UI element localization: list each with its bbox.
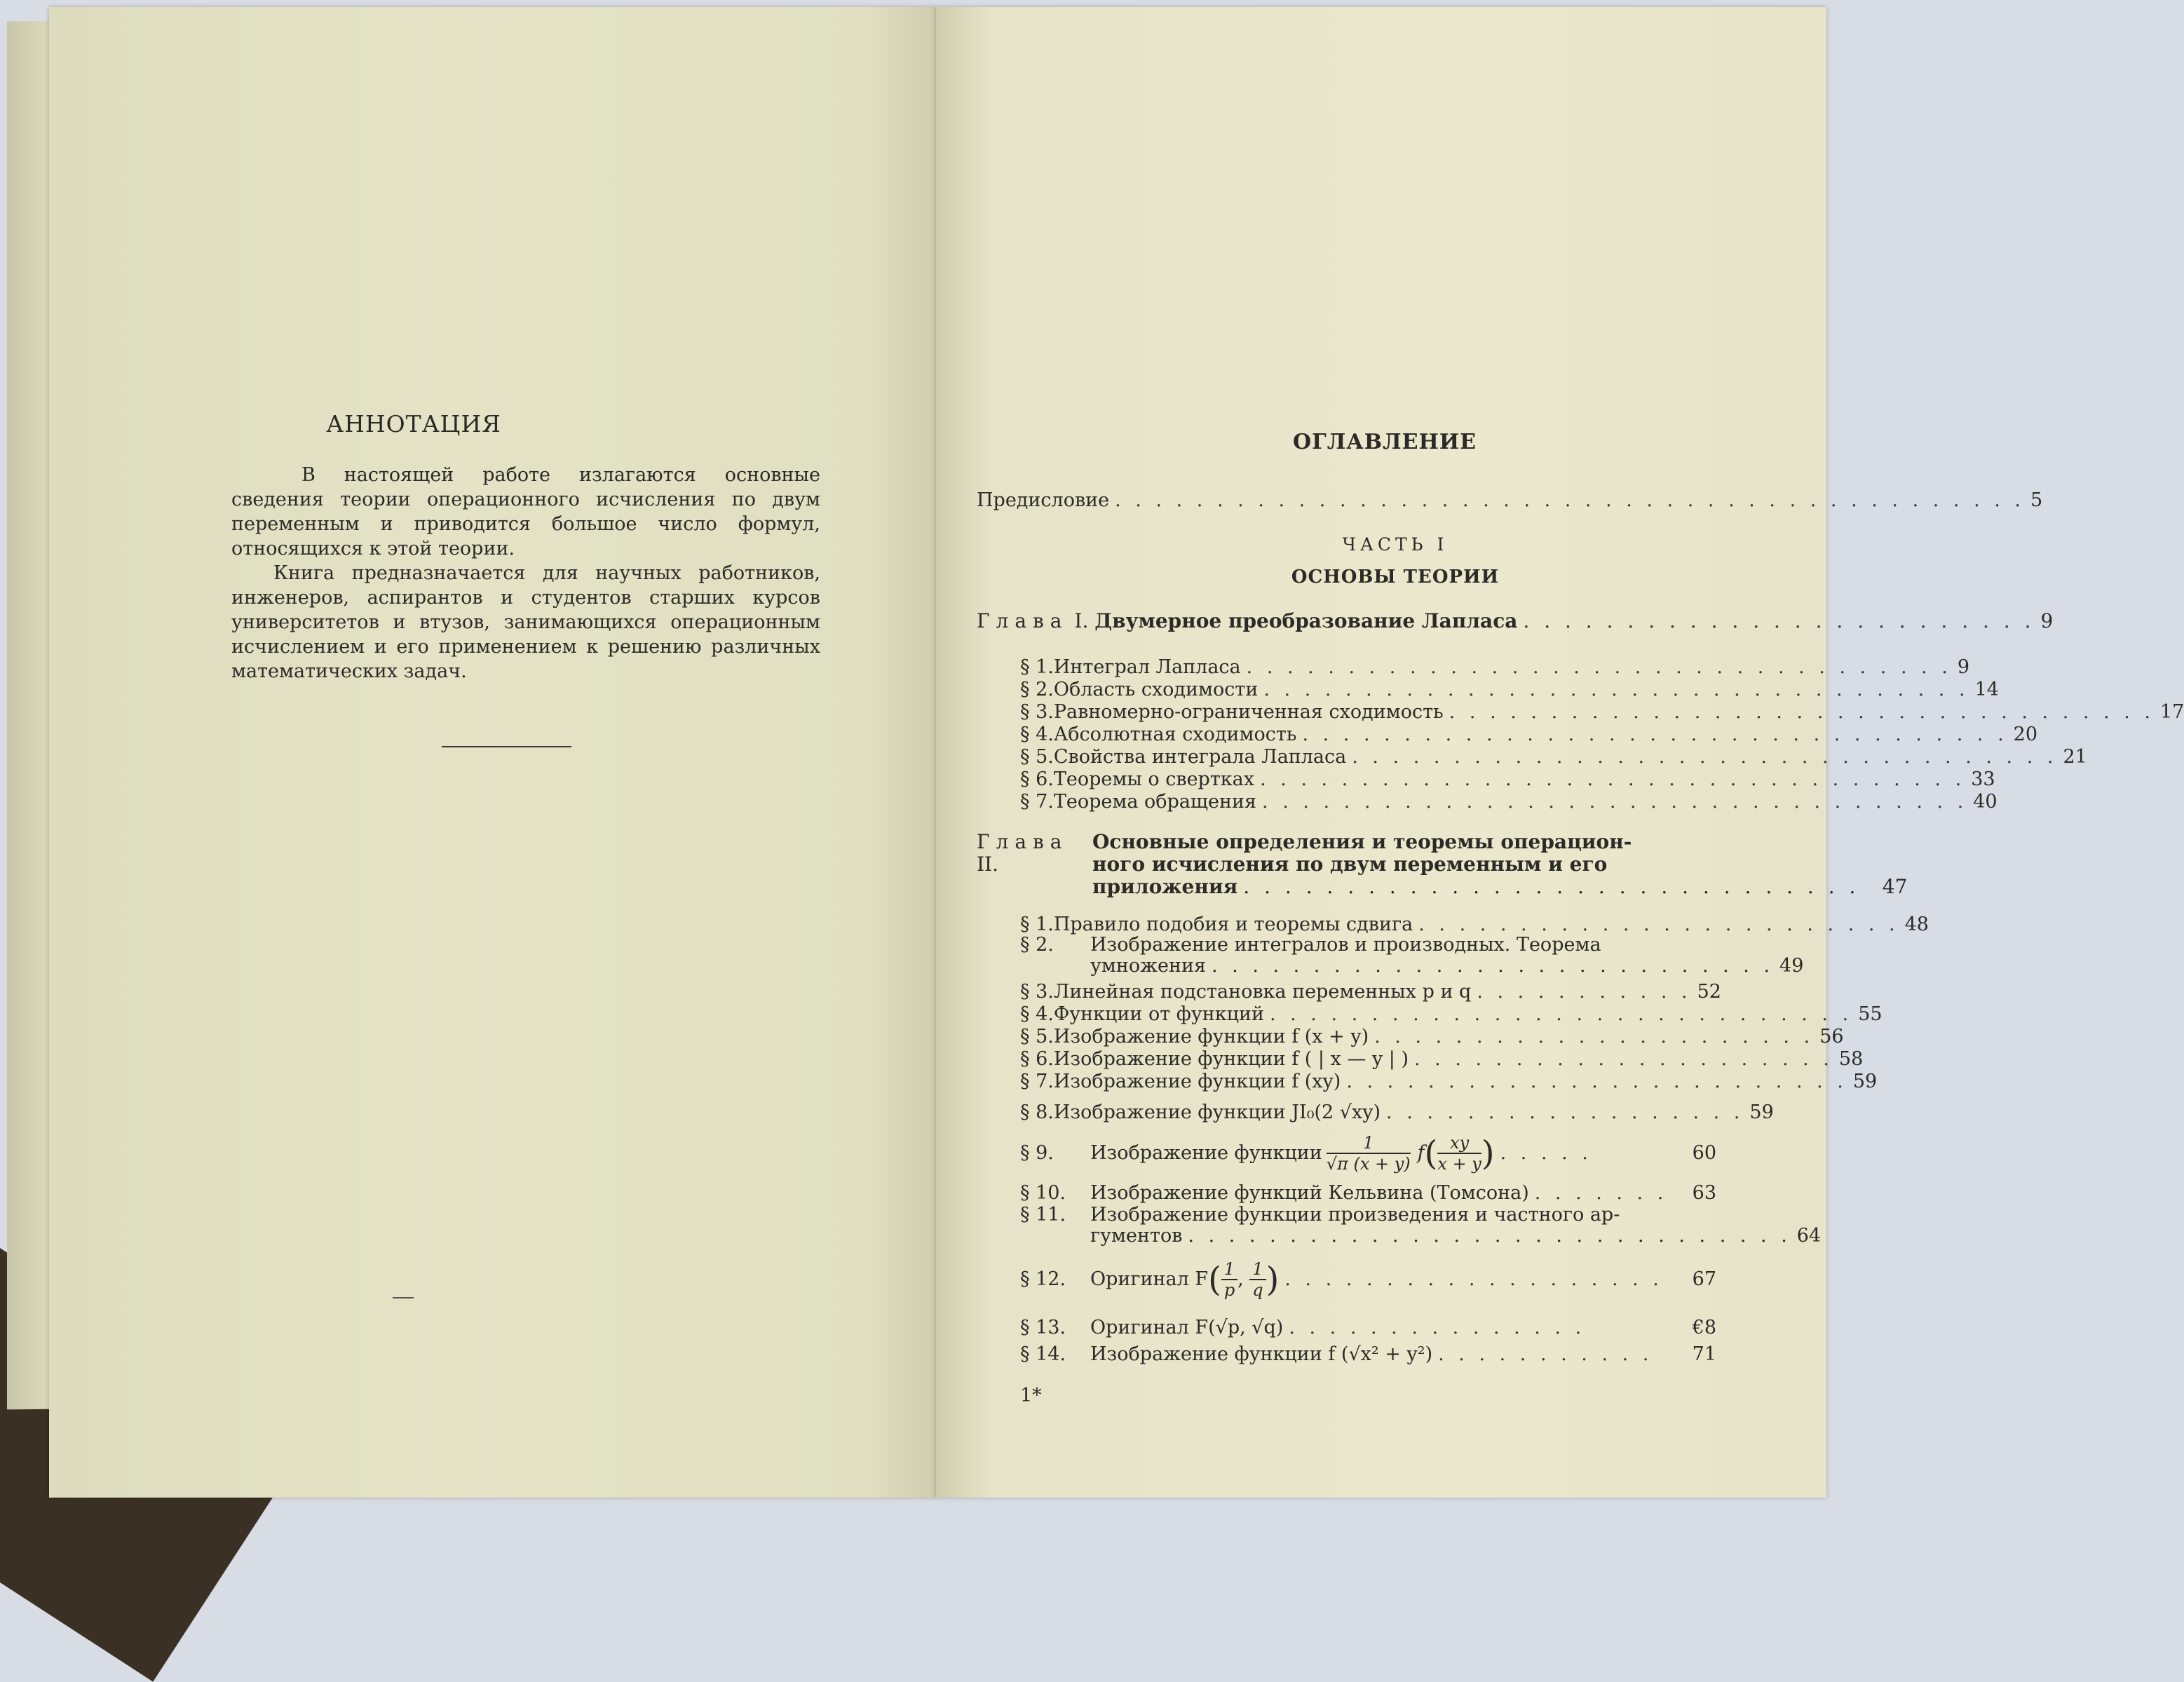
chapter-prefix: Глава [977,830,1069,853]
section-title: Правило подобия и теоремы сдвига [1053,914,1413,935]
toc-section [1020,723,2038,747]
page-number: 52 [1697,981,1721,1003]
formula-fraction [1437,1133,1481,1174]
toc-section [1020,1132,1716,1174]
leader-dots: . . . . . . . . . . . [1438,1343,1653,1365]
toc-section [1020,1047,1864,1071]
section-number: § 12. [1020,1268,1066,1290]
section-number: § 2. [1020,679,1054,700]
function-symbol: f [1417,1142,1425,1164]
toc-section [1020,745,2087,769]
section-title: Изображение функции f (x + y) [1053,1026,1369,1047]
toc-section [1020,678,1999,702]
section-title: Оригинал F [1090,1268,1209,1290]
page-number: 49 [1779,955,1804,977]
section-title: Область сходимости [1053,679,1259,700]
section-number: § 10. [1020,1182,1066,1204]
leader-dots: . . . . . . . . . . . . . . . . . . . . . . . . . [1346,1071,1847,1092]
section-number: § 13. [1020,1317,1066,1338]
page-number: 55 [1858,1003,1883,1025]
section-number: § 14. [1020,1343,1066,1365]
page-number: 58 [1838,1048,1864,1070]
toc-section [1020,1003,1883,1026]
section-title: Изображение функции f (√x² + y²) [1090,1343,1433,1365]
page-number: €8 [1692,1317,1716,1338]
section-number: § 8. [1020,1101,1054,1123]
fraction-denominator: √π (x + y) [1326,1154,1411,1174]
toc-title: ОГЛАВЛЕНИЕ [1292,430,1477,454]
page-number: 9 [1957,656,1970,678]
leader-dots: . . . . . . . . . . . . . . . . . . . . . . . . . . . . . . [1188,1225,1791,1247]
section-title: Интеграл Лапласа [1053,656,1241,678]
annotation-paragraph: Книга предназначается для научных работников, инженеров, аспирантов и студентов старших курсов университетов и втузов, занимающихся операционным исчислением и его применением к решению различных математических задач. [231,562,820,682]
toc-section [1020,656,1970,679]
leader-dots: . . . . . . . . . . . . . . . . . . . . . . . . . . . . . . . . . . . . . . . . . . . . . [1115,489,2025,511]
leader-dots: . . . . . [1500,1142,1592,1164]
section-number: § 3. [1020,701,1054,723]
leader-dots: . . . . . . . . . . . . . . . . . . . . . . . . . . . . [1211,955,1775,977]
section-number: § 6. [1020,1048,1054,1070]
page-number: 17 [2159,701,2184,723]
leader-dots: . . . . . . . . . . . . . . . . . . . . . . . . . . . . . . . . . . . [1263,679,1969,700]
comma: , [1237,1268,1250,1290]
fraction-numerator: 1 [1249,1259,1266,1280]
toc-section [1020,1101,1774,1125]
page-number: 40 [1973,791,1998,813]
leader-dots: . . . . . . . . . . . . . . . . . . . . . [1414,1048,1833,1070]
toc-section [1020,1181,1716,1205]
section-number: § 7. [1020,791,1054,813]
leader-dots: . . . . . . . . . . . . . . . . . . . . . . . . . . . . . . . . . . . [1262,791,1968,813]
toc-preface [977,489,2043,513]
toc-section [1020,1070,1878,1094]
stray-dash [393,1297,414,1298]
leader-dots: . . . . . . . . . . . . . . . . . . . . . . . . . . . . . . . . . . . [1352,746,2058,768]
page-number: 9 [2040,609,2054,632]
leader-dots: . . . . . . . . . . . . . . . . . . . . . . . . . . . . . . . . . . . [1259,768,1966,790]
section-number: § 3. [1020,981,1054,1003]
leader-dots: . . . . . . . . . . . . . . . . . . . . . . . . [1418,914,1899,935]
page-number: 67 [1692,1268,1716,1290]
page-number: 47 [1882,875,1908,898]
chapter-title-line: Основные определения и теоремы операцион- [1092,830,1632,853]
toc-section [1020,980,1721,1004]
formula-fraction [1327,1133,1411,1174]
toc-section [1020,768,1995,792]
section-title: Равномерно-ограниченная сходимость [1053,701,1444,723]
section-title: Изображение функции [1090,1142,1322,1164]
leader-dots: . . . . . . . . . . . . . . . . . . . [1284,1268,1663,1290]
leader-dots: . . . . . . . . . . . . . . . . . . . . . . . . . . . . . . [1243,875,1860,898]
section-title: Изображение функции f (xy) [1053,1071,1341,1092]
section-number: § 4. [1020,724,1054,745]
toc-section [1020,913,1929,937]
section-title-line: Изображение функции произведения и частного ар- [1090,1204,1620,1226]
leader-dots: . . . . . . . . . . . . . . . . . . . . . . . . . . . . . . . . . . . [1449,701,2155,723]
part-title: ЧАСТЬ I [1342,534,1449,555]
page-number: 64 [1796,1225,1822,1247]
section-title: Абсолютная сходимость [1053,724,1297,745]
page-number: 20 [2013,724,2038,745]
section-title: Линейная подстановка переменных p и q [1053,981,1472,1003]
page-number: 48 [1904,914,1929,935]
chapter-number: I. [1074,609,1089,632]
leader-dots: . . . . . . . . . . . . . . . . . . [1386,1101,1744,1123]
divider-rule [442,746,571,747]
toc-section [1020,1343,1716,1366]
page-folio: 1* [1020,1385,1042,1406]
paren-open: ( [1424,1134,1438,1173]
page-number: 63 [1692,1182,1716,1204]
paren-close: ) [1266,1260,1280,1299]
page-number: 5 [2030,489,2043,511]
section-number: § 6. [1020,768,1054,790]
toc-section [1020,700,2184,724]
page-number: 14 [1974,679,1999,700]
section-number: § 11. [1020,1204,1066,1226]
annotation-paragraph: В настоящей работе излагаются основные сведения теории операционного исчисления по двум переменным и приводится большое число формул, относящихся к этой теории. [231,464,820,559]
leader-dots: . . . . . . . . . . . . . . . . . . . . . . . . . . . . . . . . . . . [1302,724,2008,745]
section-number: § 2. [1020,934,1054,956]
section-title: Изображение функций Кельвина (Томсона) [1090,1182,1529,1204]
formula-fraction [1221,1259,1237,1300]
section-title: Теорема обращения [1053,791,1257,813]
section-title: Изображение функции JI₀(2 √xy) [1053,1101,1381,1123]
paren-open: ( [1208,1260,1221,1299]
section-title: Функции от функций [1053,1003,1264,1025]
toc-section [1020,1259,1716,1301]
section-title-line: умножения [1090,955,1206,977]
fraction-numerator: 1 [1327,1133,1411,1154]
annotation-title: АННОТАЦИЯ [326,410,501,438]
chapter-title: Двумерное преобразование Лапласа [1094,609,1518,632]
leader-dots: . . . . . . . . . . . . . . . . . . . . . . . . . [1523,609,2035,632]
section-number: § 7. [1020,1071,1054,1092]
page-number: 59 [1749,1101,1774,1123]
chapter-2-heading [977,830,1908,898]
page-number: 71 [1692,1343,1716,1365]
fraction-denominator: q [1252,1280,1263,1300]
page-number: 60 [1692,1142,1716,1164]
section-title: Оригинал F(√p, √q) [1090,1317,1284,1338]
formula-fraction [1249,1259,1266,1300]
section-title: Свойства интеграла Лапласа [1053,746,1347,768]
toc-section [1020,1316,1716,1340]
section-number: § 5. [1020,746,1054,768]
leader-dots: . . . . . . . . . . . [1477,981,1692,1003]
preface-label: Предисловие [977,489,1110,511]
chapter-1-heading [977,609,2054,632]
toc-section [1020,1025,1844,1049]
fraction-denominator: p [1223,1280,1235,1300]
toc-section [1020,790,1998,814]
fraction-denominator: x + y [1437,1154,1481,1174]
toc-section [1020,1204,1822,1247]
leader-dots: . . . . . . . [1534,1182,1668,1204]
section-title-line: Изображение интегралов и производных. Теорема [1090,934,1601,956]
leader-dots: . . . . . . . . . . . . . . . . . . . . . . [1374,1026,1815,1047]
chapter-number: II. [977,853,999,876]
section-number: § 5. [1020,1026,1054,1047]
chapter-title-line: приложения [1092,875,1238,898]
fraction-numerator: 1 [1221,1259,1237,1280]
left-page [49,7,936,1498]
annotation-body [231,463,820,684]
leader-dots: . . . . . . . . . . . . . . . . . . . . . . . . . . . . . [1269,1003,1853,1025]
page-number: 21 [2063,746,2087,768]
chapter-prefix: Глава [977,609,1069,632]
chapter-title-line: ного исчисления по двум переменным и его [1092,853,1608,876]
toc-section [1020,934,1804,977]
paren-close: ) [1481,1134,1495,1173]
section-number: § 9. [1020,1142,1054,1164]
page-number: 59 [1852,1071,1878,1092]
section-title: Изображение функции f ( | x — y | ) [1053,1048,1409,1070]
leader-dots: . . . . . . . . . . . . . . . . . . . . . . . . . . . . . . . . . . . [1246,656,1952,678]
section-title: Теоремы о свертках [1053,768,1254,790]
section-title-line: гументов [1090,1225,1183,1247]
leader-dots: . . . . . . . . . . . . . . . [1289,1317,1586,1338]
fraction-numerator: xy [1437,1133,1481,1154]
section-number: § 1. [1020,656,1054,678]
section-number: § 4. [1020,1003,1054,1025]
page-number: 56 [1819,1026,1844,1047]
part-subtitle: ОСНОВЫ ТЕОРИИ [1291,567,1500,588]
section-number: § 1. [1020,914,1054,935]
page-number: 33 [1971,768,1995,790]
